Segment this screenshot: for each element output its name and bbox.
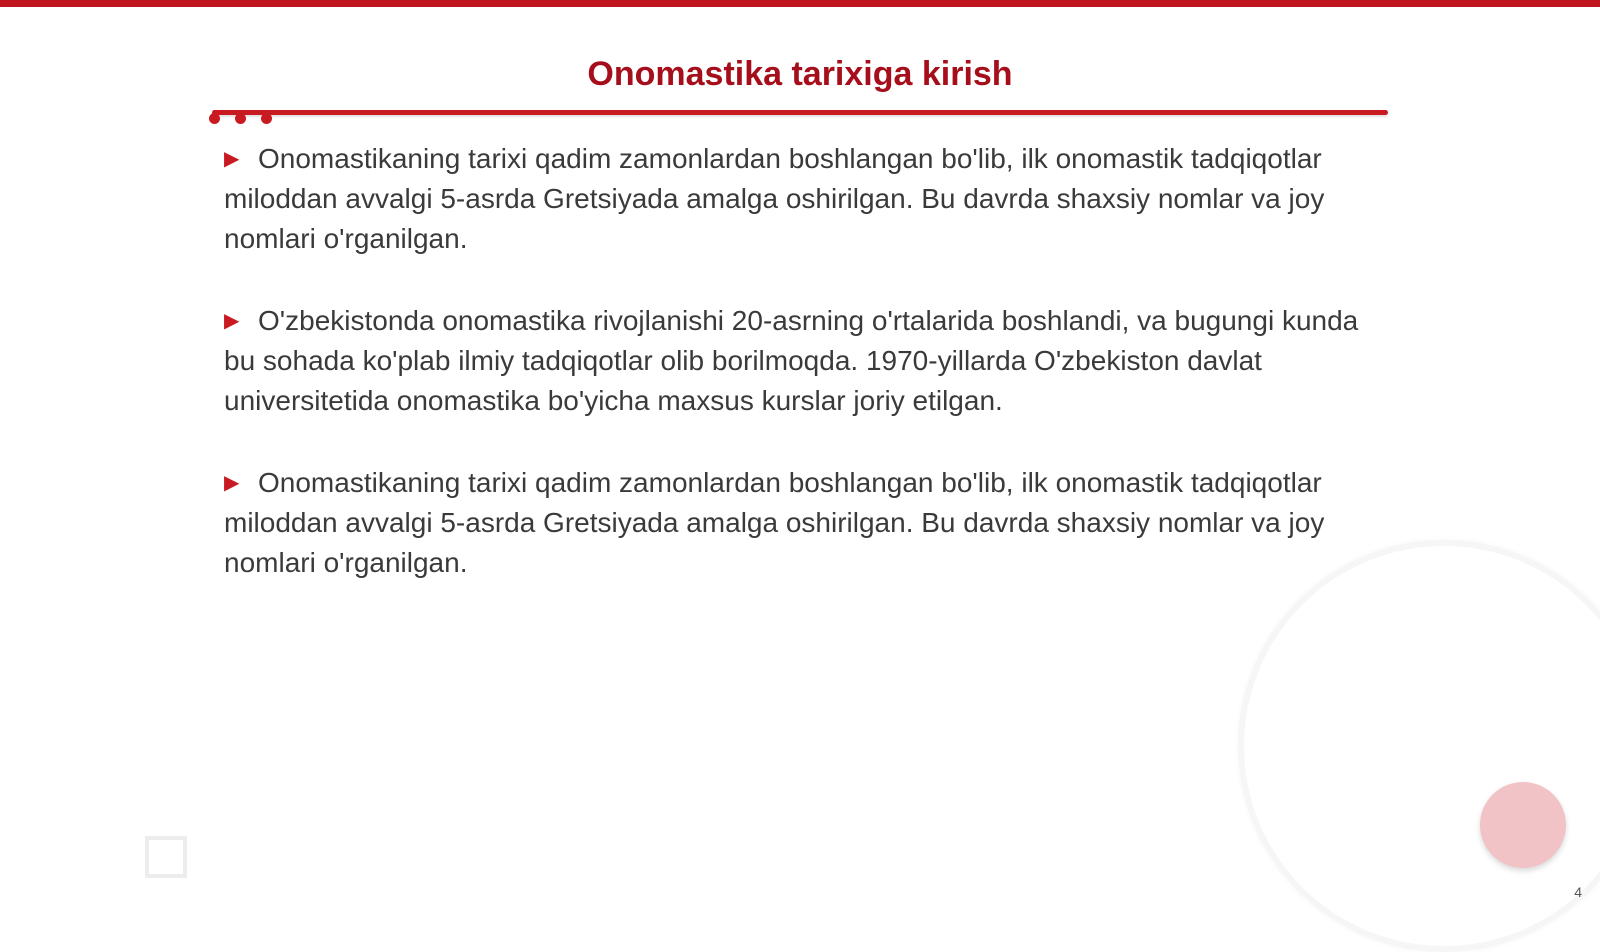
bullet-item	[224, 463, 1384, 583]
triangle-bullet-icon: ▶	[224, 148, 240, 170]
title-underline	[212, 110, 1388, 115]
bullet-text: O'zbekistonda onomastika rivojlanishi 20-asrning o'rtalarida boshlandi, va bugungi kunda bu sohada ko'plab ilmiy tadqiqotlar olib borilmoqda. 1970-yillarda O'zbekiston davlat universitetida onomastika bo'yicha maxsus kurslar joriy etilgan.	[224, 305, 1359, 416]
bullet-item	[224, 139, 1384, 259]
bullet-text: Onomastikaning tarixi qadim zamonlardan boshlangan bo'lib, ilk onomastik tadqiqotlar miloddan avvalgi 5-asrda Gretsiyada amalga oshirilgan. Bu davrda shaxsiy nomlar va joy nomlari o'rganilgan.	[224, 467, 1325, 578]
page-number: 4	[1574, 884, 1582, 900]
top-accent-bar	[0, 0, 1600, 7]
bullet-item	[224, 301, 1384, 421]
triangle-bullet-icon: ▶	[224, 472, 240, 494]
triangle-bullet-icon: ▶	[224, 310, 240, 332]
decorative-dot	[261, 113, 272, 124]
decorative-pink-circle	[1480, 782, 1566, 868]
slide-title: Onomastika tarixiga kirish	[587, 55, 1013, 93]
decorative-dot	[209, 113, 220, 124]
decorative-dot	[235, 113, 246, 124]
bullet-list	[224, 139, 1384, 625]
decorative-square	[145, 836, 187, 878]
bullet-text: Onomastikaning tarixi qadim zamonlardan boshlangan bo'lib, ilk onomastik tadqiqotlar miloddan avvalgi 5-asrda Gretsiyada amalga oshirilgan. Bu davrda shaxsiy nomlar va joy nomlari o'rganilgan.	[224, 143, 1325, 254]
